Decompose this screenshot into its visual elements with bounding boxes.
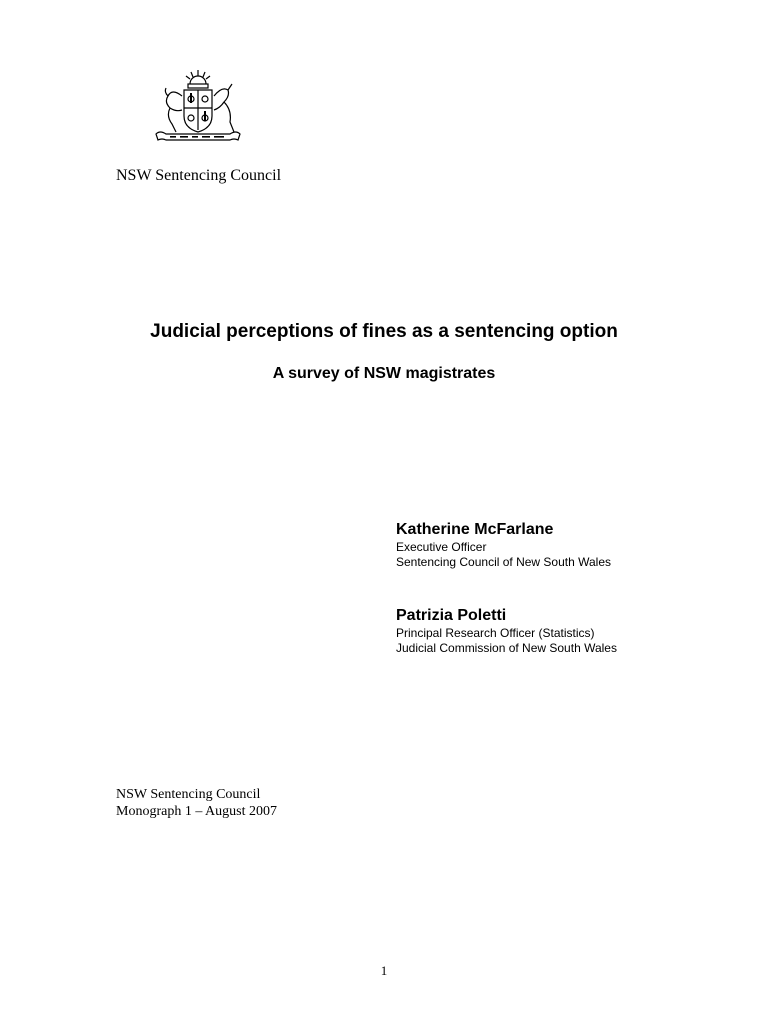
author-name: Patrizia Poletti bbox=[396, 607, 507, 624]
author-name: Katherine McFarlane bbox=[396, 521, 554, 538]
publication-info bbox=[116, 786, 277, 820]
author-affiliation: Judicial Commission of New South Wales bbox=[396, 641, 617, 655]
author-role: Executive Officer bbox=[396, 540, 487, 554]
series-info: Monograph 1 – August 2007 bbox=[116, 804, 277, 819]
document-title: Judicial perceptions of fines as a sentencing option bbox=[150, 321, 618, 342]
author-block bbox=[396, 606, 617, 656]
organisation-name: NSW Sentencing Council bbox=[116, 167, 282, 184]
author-affiliation: Sentencing Council of New South Wales bbox=[396, 555, 612, 569]
nsw-coat-of-arms-icon bbox=[150, 66, 246, 146]
document-subtitle: A survey of NSW magistrates bbox=[272, 365, 496, 382]
author-role: Principal Research Officer (Statistics) bbox=[396, 626, 595, 640]
author-block bbox=[396, 520, 611, 570]
publisher-name: NSW Sentencing Council bbox=[116, 787, 261, 802]
page-number: 1 bbox=[380, 963, 388, 978]
